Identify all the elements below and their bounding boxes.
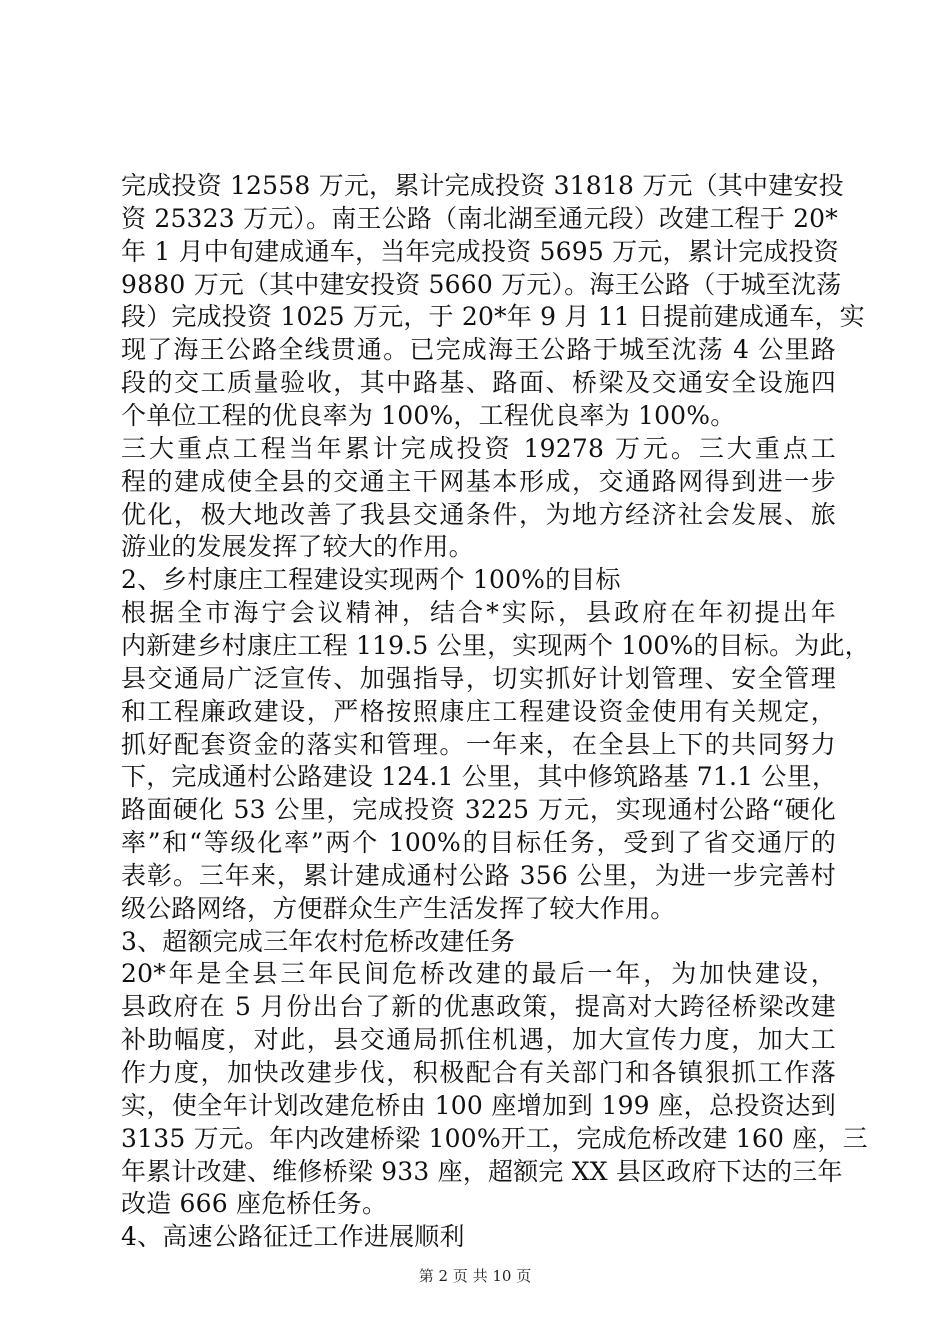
- text-line: 9880 万元（其中建安投资 5660 万元）。海王公路（于城至沈荡: [121, 269, 842, 299]
- text-line: 程的建成使全县的交通主干网基本形成，交通路网得到进一步: [121, 466, 836, 496]
- text-line: 三大重点工程当年累计完成投资 19278 万元。三大重点工: [121, 433, 836, 463]
- text-line: 游业的发展发挥了较大的作用。: [121, 532, 474, 562]
- text-line: 20*年是全县三年民间危桥改建的最后一年，为加快建设，: [121, 959, 836, 989]
- text-line: 2、乡村康庄工程建设实现两个 100%的目标: [121, 565, 621, 595]
- text-line: 级公路网络，方便群众生产生活发挥了较大作用。: [121, 893, 676, 923]
- text-line: 县政府在 5 月份出台了新的优惠政策，提高对大跨径桥梁改建: [121, 992, 836, 1022]
- text-line: 现了海王公路全线贯通。已完成海王公路于城至沈荡 4 公里路: [121, 335, 836, 365]
- text-line: 下，完成通村公路建设 124.1 公里，其中修筑路基 71.1 公里，: [121, 762, 838, 792]
- text-line: 资 25323 万元）。南王公路（南北湖至通元段）改建工程于 20*: [121, 203, 838, 233]
- text-line: 县交通局广泛宣传、加强指导，切实抓好计划管理、安全管理: [121, 663, 836, 693]
- text-line: 和工程廉政建设，严格按照康庄工程建设资金使用有关规定，: [121, 696, 836, 726]
- page-footer: 第 2 页 共 10 页: [418, 1267, 532, 1285]
- text-line: 个单位工程的优良率为 100%，工程优良率为 100%。: [121, 401, 736, 430]
- text-line: 率”和“等级化率”两个 100%的目标任务，受到了省交通厅的: [121, 828, 836, 857]
- text-line: 根据全市海宁会议精神，结合*实际，县政府在年初提出年: [121, 598, 836, 627]
- text-line: 实，使全年计划改建危桥由 100 座增加到 199 座，总投资达到: [121, 1090, 836, 1120]
- text-line: 路面硬化 53 公里，完成投资 3225 万元，实现通村公路“硬化: [121, 795, 836, 825]
- text-line: 段）完成投资 1025 万元，于 20*年 9 月 11 日提前建成通车，实: [121, 302, 865, 332]
- text-line: 作力度，加快改建步伐，积极配合有关部门和各镇狠抓工作落: [121, 1058, 836, 1087]
- text-line: 段的交工质量验收，其中路基、路面、桥梁及交通安全设施四: [121, 368, 836, 398]
- text-line: 改造 666 座危桥任务。: [121, 1189, 388, 1219]
- text-line: 年 1 月中旬建成通车，当年完成投资 5695 万元，累计完成投资: [121, 236, 839, 266]
- text-line: 表彰。三年来，累计建成通村公路 356 公里，为进一步完善村: [121, 860, 836, 890]
- text-line: 抓好配套资金的落实和管理。一年来，在全县上下的共同努力: [121, 729, 836, 759]
- text-line: 3、超额完成三年农村危桥改建任务: [121, 926, 516, 956]
- text-line: 3135 万元。年内改建桥梁 100%开工，完成危桥改建 160 座，三: [121, 1123, 868, 1153]
- text-line: 4、高速公路征迁工作进展顺利: [121, 1222, 465, 1252]
- text-line: 年累计改建、维修桥梁 933 座，超额完 XX 县区政府下达的三年: [121, 1156, 843, 1186]
- text-line: 补助幅度，对此，县交通局抓住机遇，加大宣传力度，加大工: [121, 1025, 836, 1055]
- text-line: 完成投资 12558 万元，累计完成投资 31818 万元（其中建安投: [121, 171, 844, 200]
- text-line: 优化，极大地改善了我县交通条件，为地方经济社会发展、旅: [121, 499, 836, 529]
- text-line: 内新建乡村康庄工程 119.5 公里，实现两个 100%的目标。为此，: [121, 630, 870, 660]
